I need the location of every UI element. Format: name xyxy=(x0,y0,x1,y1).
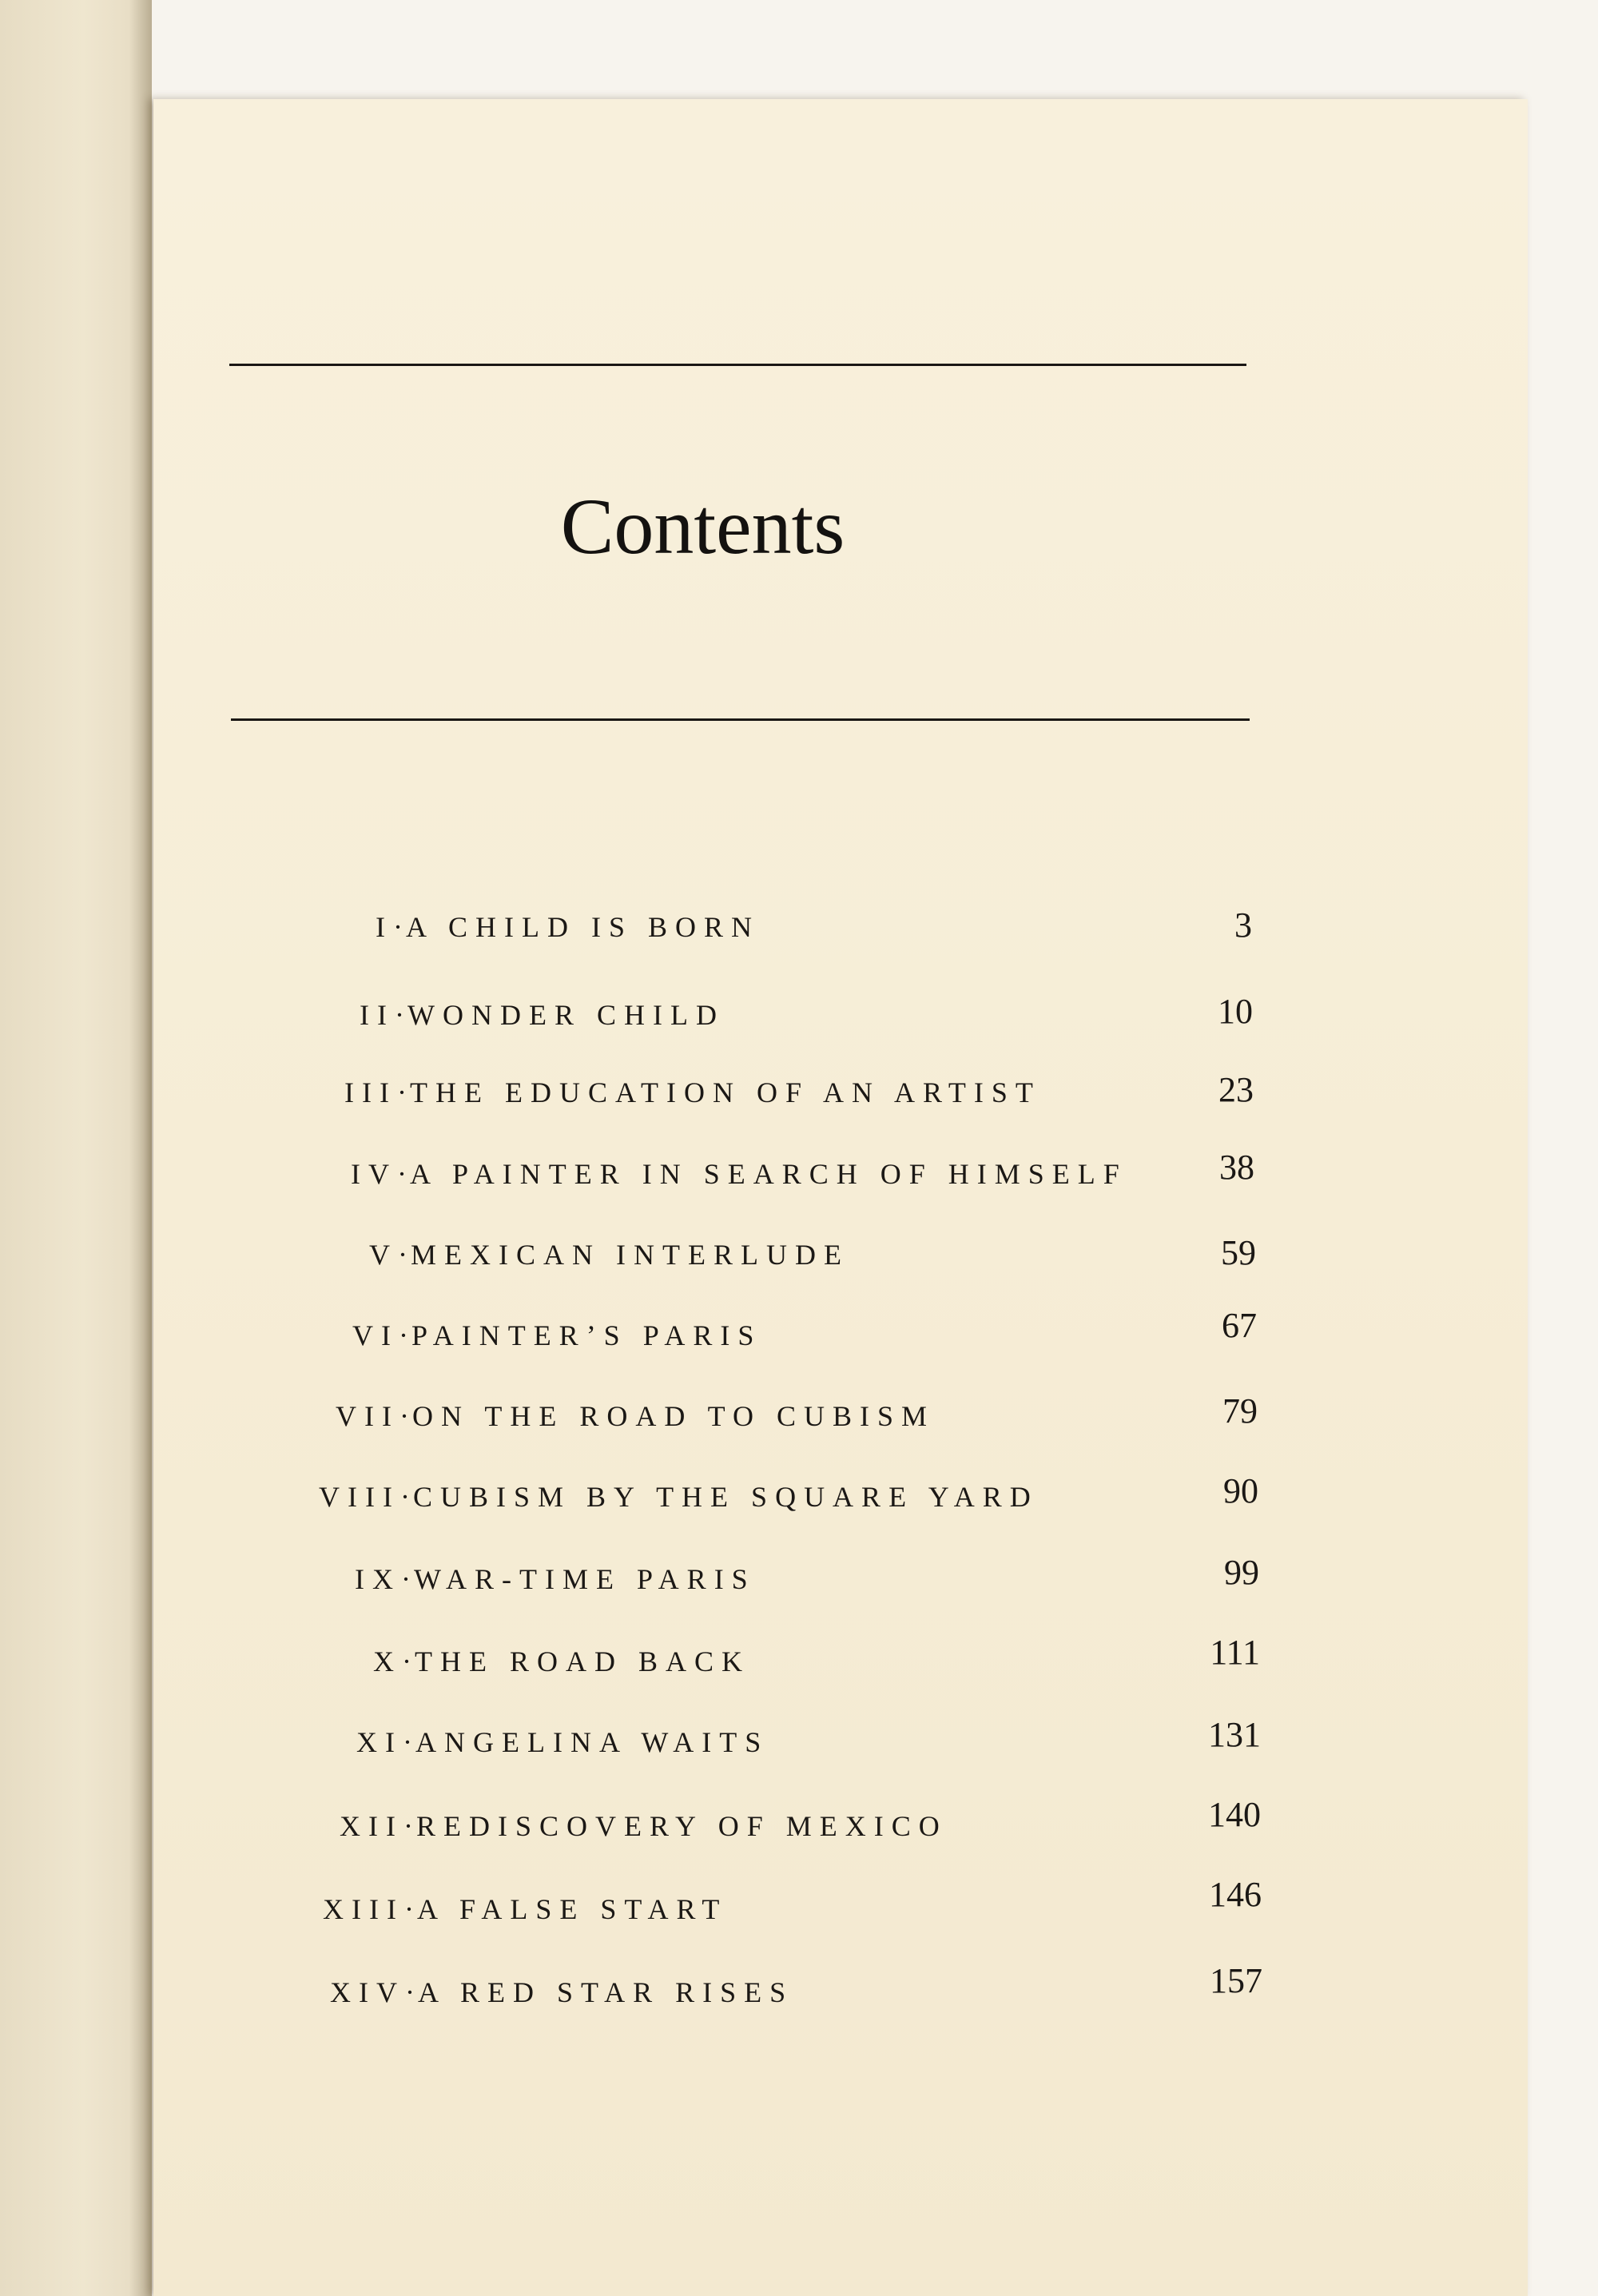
chapter-numeral: IX xyxy=(355,1563,401,1595)
chapter-title: WAR-TIME PARIS xyxy=(414,1563,756,1595)
chapter-title: MEXICAN INTERLUDE xyxy=(411,1239,849,1271)
book-page xyxy=(153,99,1528,2296)
chapter-numeral: VIII xyxy=(319,1481,400,1513)
page-number: 157 xyxy=(1210,1961,1262,2000)
page-number: 140 xyxy=(1208,1795,1261,1834)
separator-dot: · xyxy=(403,1726,415,1758)
chapter-title: PAINTER’S PARIS xyxy=(411,1319,762,1351)
chapter-title: ON THE ROAD TO CUBISM xyxy=(412,1400,936,1432)
toc-entry-label xyxy=(376,913,760,941)
toc-entry-label xyxy=(319,1482,1039,1511)
toc-entry-label xyxy=(360,1001,725,1029)
separator-dot: · xyxy=(403,1810,416,1842)
separator-dot: · xyxy=(405,1976,418,2008)
page-number: 99 xyxy=(1224,1553,1259,1592)
toc-entry-label xyxy=(352,1321,761,1350)
separator-dot: · xyxy=(398,1239,411,1271)
chapter-numeral: VI xyxy=(352,1319,399,1351)
page-number: 3 xyxy=(1234,905,1252,945)
page-number: 23 xyxy=(1218,1070,1254,1109)
toc-entry-label xyxy=(355,1565,756,1594)
chapter-title: WONDER CHILD xyxy=(407,999,725,1031)
chapter-title: A RED STAR RISES xyxy=(418,1976,794,2008)
separator-dot: · xyxy=(402,1645,415,1677)
chapter-title: A PAINTER IN SEARCH OF HIMSELF xyxy=(410,1158,1127,1190)
separator-dot: · xyxy=(401,1563,414,1595)
chapter-numeral: V xyxy=(369,1239,398,1271)
toc-entry-label xyxy=(356,1728,769,1757)
separator-dot: · xyxy=(395,999,407,1031)
chapter-title: A FALSE START xyxy=(417,1893,728,1925)
toc-entry-label xyxy=(373,1647,750,1676)
page-number: 10 xyxy=(1218,992,1253,1031)
separator-dot: · xyxy=(397,1076,410,1108)
page-number: 90 xyxy=(1223,1471,1258,1510)
toc-entry-label xyxy=(323,1895,727,1924)
separator-dot: · xyxy=(397,1158,410,1190)
table-of-contents xyxy=(153,99,1528,2296)
separator-dot: · xyxy=(399,1319,411,1351)
chapter-title: ANGELINA WAITS xyxy=(415,1726,769,1758)
page-number: 131 xyxy=(1208,1715,1261,1754)
chapter-title: CUBISM BY THE SQUARE YARD xyxy=(413,1481,1039,1513)
page-number: 79 xyxy=(1222,1391,1258,1431)
chapter-numeral: IV xyxy=(351,1158,397,1190)
toc-entry-label xyxy=(336,1402,935,1431)
chapter-numeral: XIII xyxy=(323,1893,404,1925)
chapter-numeral: XI xyxy=(356,1726,403,1758)
separator-dot: · xyxy=(393,911,406,943)
page-number: 59 xyxy=(1221,1233,1256,1272)
chapter-numeral: XII xyxy=(340,1810,403,1842)
page-number: 67 xyxy=(1222,1306,1257,1345)
toc-entry-label xyxy=(369,1240,849,1269)
chapter-title: REDISCOVERY OF MEXICO xyxy=(416,1810,948,1842)
toc-entry-label xyxy=(344,1078,1041,1107)
page-number: 111 xyxy=(1210,1633,1260,1672)
separator-dot: · xyxy=(400,1481,413,1513)
toc-entry-label xyxy=(340,1812,948,1840)
chapter-numeral: III xyxy=(344,1076,397,1108)
chapter-numeral: XIV xyxy=(330,1976,405,2008)
page-title: Contents xyxy=(560,482,845,571)
separator-dot: · xyxy=(404,1893,417,1925)
chapter-title: A CHILD IS BORN xyxy=(406,911,761,943)
chapter-numeral: I xyxy=(376,911,393,943)
chapter-title: THE ROAD BACK xyxy=(415,1645,751,1677)
page-number: 38 xyxy=(1219,1148,1254,1187)
separator-dot: · xyxy=(400,1400,412,1432)
facing-page-edge xyxy=(0,0,152,2296)
chapter-title: THE EDUCATION OF AN ARTIST xyxy=(410,1076,1041,1108)
chapter-numeral: X xyxy=(373,1645,402,1677)
chapter-numeral: VII xyxy=(336,1400,400,1432)
toc-entry-label xyxy=(330,1978,793,2007)
chapter-numeral: II xyxy=(360,999,395,1031)
page-number: 146 xyxy=(1209,1875,1262,1914)
toc-entry-label xyxy=(351,1160,1127,1188)
